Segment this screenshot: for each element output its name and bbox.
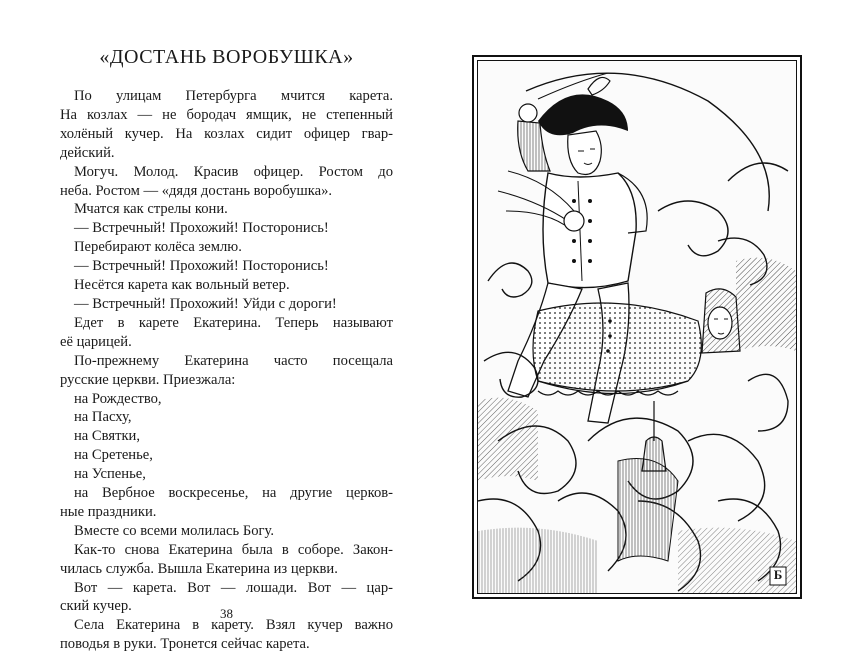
coachman-carriage-engraving-icon (478, 61, 796, 593)
text-line: ский кучер. (60, 598, 132, 615)
text-line: на Сретенье, (74, 447, 153, 464)
text-line: ные праздники. (60, 503, 157, 520)
text-line: Как-то снова Екатерина была в соборе. Закон- (74, 541, 393, 558)
text-line: Могуч. Молод. Красив офицер. Ростом до (74, 163, 393, 180)
right-page (472, 55, 808, 605)
text-line: Несётся карета как вольный ветер. (74, 277, 290, 294)
text-line: По-прежнему Екатерина часто посещала (74, 352, 393, 369)
illustrator-monogram: Б (773, 567, 783, 582)
text-line: — Встречный! Прохожий! Уйди с дороги! (74, 295, 337, 312)
text-line: неба. Ростом — «дядя достань воробушка». (60, 182, 333, 199)
illustration (477, 60, 797, 594)
text-line: Вот — карета. Вот — лошади. Вот — цар- (74, 579, 393, 596)
text-line: — Встречный! Прохожий! Посторонись! (74, 220, 329, 237)
text-line: Села Екатерина в карету. Взял кучер важно (74, 617, 393, 634)
text-line: холёный кучер. На козлах сидит офицер гвар- (60, 125, 393, 142)
text-line: её царицей. (60, 333, 132, 350)
text-line: на Пасху, (74, 409, 132, 426)
text-line: поводья в руки. Тронется сейчас карета. (60, 636, 310, 653)
text-line: Вместе со всеми молилась Богу. (74, 522, 274, 539)
page-number: 38 (220, 606, 233, 621)
text-line: на Успенье, (74, 466, 146, 483)
text-line: По улицам Петербурга мчится карета. (74, 88, 393, 104)
text-line: дейский. (60, 144, 115, 161)
text-line: русские церкви. Приезжала: (60, 371, 236, 388)
text-line: чилась служба. Вышла Екатерина из церкви. (60, 560, 338, 577)
text-line: На козлах — не бородач ямщик, не степенный (60, 106, 393, 123)
text-line: на Вербное воскресенье, на другие церков- (74, 485, 393, 502)
text-line: — Встречный! Прохожий! Посторонись! (74, 258, 329, 275)
body-text (60, 87, 393, 654)
text-line: Едет в карете Екатерина. Теперь называют (74, 314, 393, 331)
text-line: Перебирают колёса землю. (74, 239, 242, 256)
chapter-title: «ДОСТАНЬ ВОРОБУШКА» (99, 46, 354, 68)
left-page (60, 44, 393, 653)
text-line: Мчатся как стрелы кони. (74, 201, 228, 218)
text-line: на Рождество, (74, 390, 162, 407)
text-line: на Святки, (74, 428, 141, 445)
